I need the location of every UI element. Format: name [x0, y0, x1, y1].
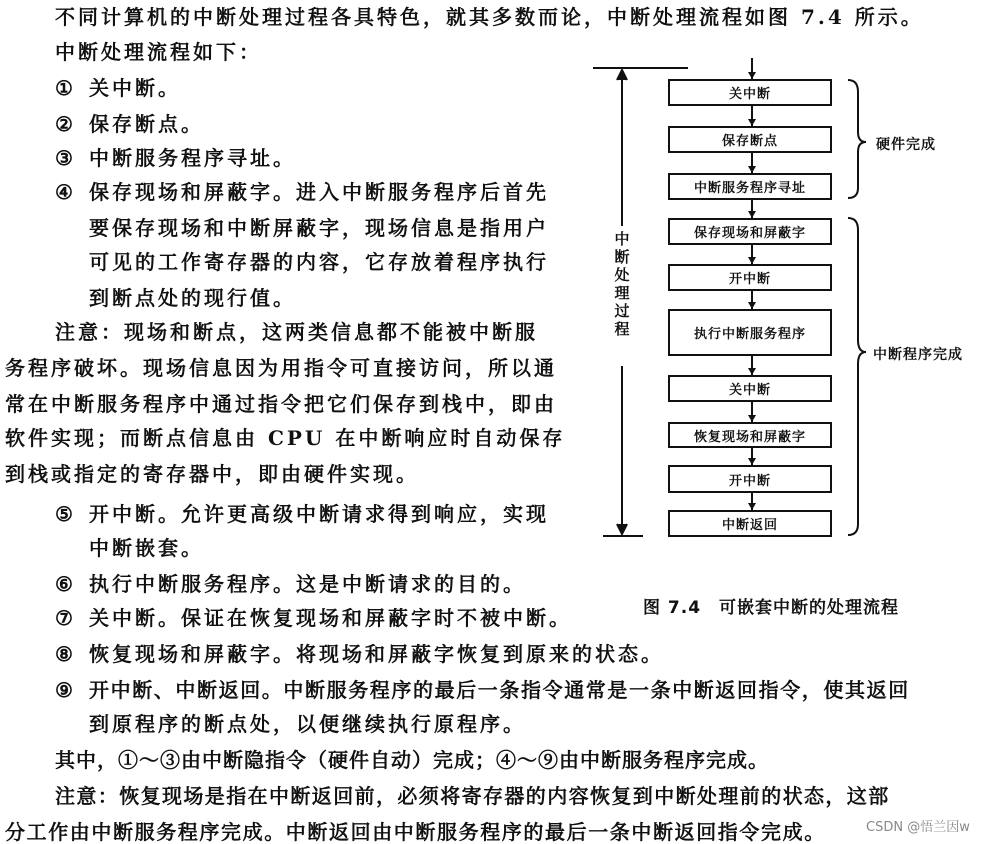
flow-box-save-breakpoint: 保存断点 — [668, 126, 832, 153]
figure-caption: 图 7.4 可嵌套中断的处理流程 — [643, 598, 900, 618]
step-number: ② — [55, 112, 73, 136]
note-1-line: 到栈或指定的寄存器中，即由硬件实现。 — [5, 462, 419, 486]
flow-box-restore-context: 恢复现场和屏蔽字 — [668, 422, 832, 448]
step-text: 执行中断服务程序。这是中断请求的目的。 — [89, 572, 526, 596]
step-4-line: 到断点处的现行值。 — [89, 286, 296, 310]
flow-box-disable-interrupt: 关中断 — [668, 79, 832, 106]
step-number: ① — [55, 76, 73, 100]
step-text: 中断服务程序寻址。 — [89, 146, 296, 170]
down-arrow-icon — [617, 524, 627, 534]
watermark: CSDN @悟兰因w — [866, 820, 970, 835]
step-9-line: 到原程序的断点处，以便继续执行原程序。 — [89, 712, 526, 736]
step-text: 关中断。 — [89, 76, 181, 100]
flow-box-enable-interrupt: 开中断 — [668, 264, 832, 291]
flow-heading: 中断处理流程如下： — [55, 40, 262, 64]
step-number: ⑤ — [55, 502, 73, 526]
intro-paragraph: 不同计算机的中断处理过程各具特色，就其多数而论，中断处理流程如图 7.4 所示。 — [55, 5, 924, 29]
hardware-label: 硬件完成 — [876, 137, 936, 153]
step-5-line: 中断嵌套。 — [89, 536, 204, 560]
note-1-line: 软件实现；而断点信息由 CPU 在中断响应时自动保存 — [5, 426, 566, 450]
step-text: 保存断点。 — [89, 112, 204, 136]
note-1-line: 务程序破坏。现场信息因为用指令可直接访问，所以通 — [5, 356, 557, 380]
step-number: ③ — [55, 146, 73, 170]
step-text: 开中断、中断返回。中断服务程序的最后一条指令通常是一条中断返回指令，使其返回 — [89, 678, 910, 702]
step-4-line: 要保存现场和中断屏蔽字，现场信息是指用户 — [89, 216, 549, 240]
hardware-brace — [848, 80, 866, 198]
program-label: 中断程序完成 — [873, 347, 963, 363]
step-number: ④ — [55, 180, 73, 204]
step-4-line: 可见的工作寄存器的内容，它存放着程序执行 — [89, 250, 549, 274]
summary: 其中，①～③由中断隐指令（硬件自动）完成；④～⑨由中断服务程序完成。 — [55, 748, 769, 772]
note-1-line: 常在中断服务程序中通过指令把它们保存到栈中，即由 — [5, 392, 557, 416]
process-label: 中断处理过程 — [614, 230, 630, 338]
flow-box-isr-addressing: 中断服务程序寻址 — [668, 173, 832, 200]
note-2-line: 注意：恢复现场是指在中断返回前，必须将寄存器的内容恢复到中断处理前的状态，这部 — [55, 784, 890, 808]
step-number: ⑨ — [55, 678, 73, 702]
step-text: 恢复现场和屏蔽字。将现场和屏蔽字恢复到原来的状态。 — [89, 642, 664, 666]
note-2-line: 分工作由中断服务程序完成。中断返回由中断服务程序的最后一条中断返回指令完成。 — [5, 820, 826, 844]
step-number: ⑦ — [55, 606, 73, 630]
step-text: 保存现场和屏蔽字。进入中断服务程序后首先 — [89, 180, 549, 204]
step-text: 关中断。保证在恢复现场和屏蔽字时不被中断。 — [89, 606, 572, 630]
flow-box-enable-interrupt-2: 开中断 — [668, 465, 832, 493]
step-text: 开中断。允许更高级中断请求得到响应，实现 — [89, 502, 549, 526]
note-1-line: 注意：现场和断点，这两类信息都不能被中断服 — [55, 320, 538, 344]
flow-box-disable-interrupt-2: 关中断 — [668, 375, 832, 402]
program-brace — [848, 218, 866, 535]
flow-box-execute-isr: 执行中断服务程序 — [668, 309, 832, 356]
flow-box-interrupt-return: 中断返回 — [668, 510, 832, 537]
step-number: ⑧ — [55, 642, 73, 666]
step-number: ⑥ — [55, 572, 73, 596]
up-arrow-icon — [617, 70, 627, 80]
flow-box-save-context: 保存现场和屏蔽字 — [668, 218, 832, 245]
